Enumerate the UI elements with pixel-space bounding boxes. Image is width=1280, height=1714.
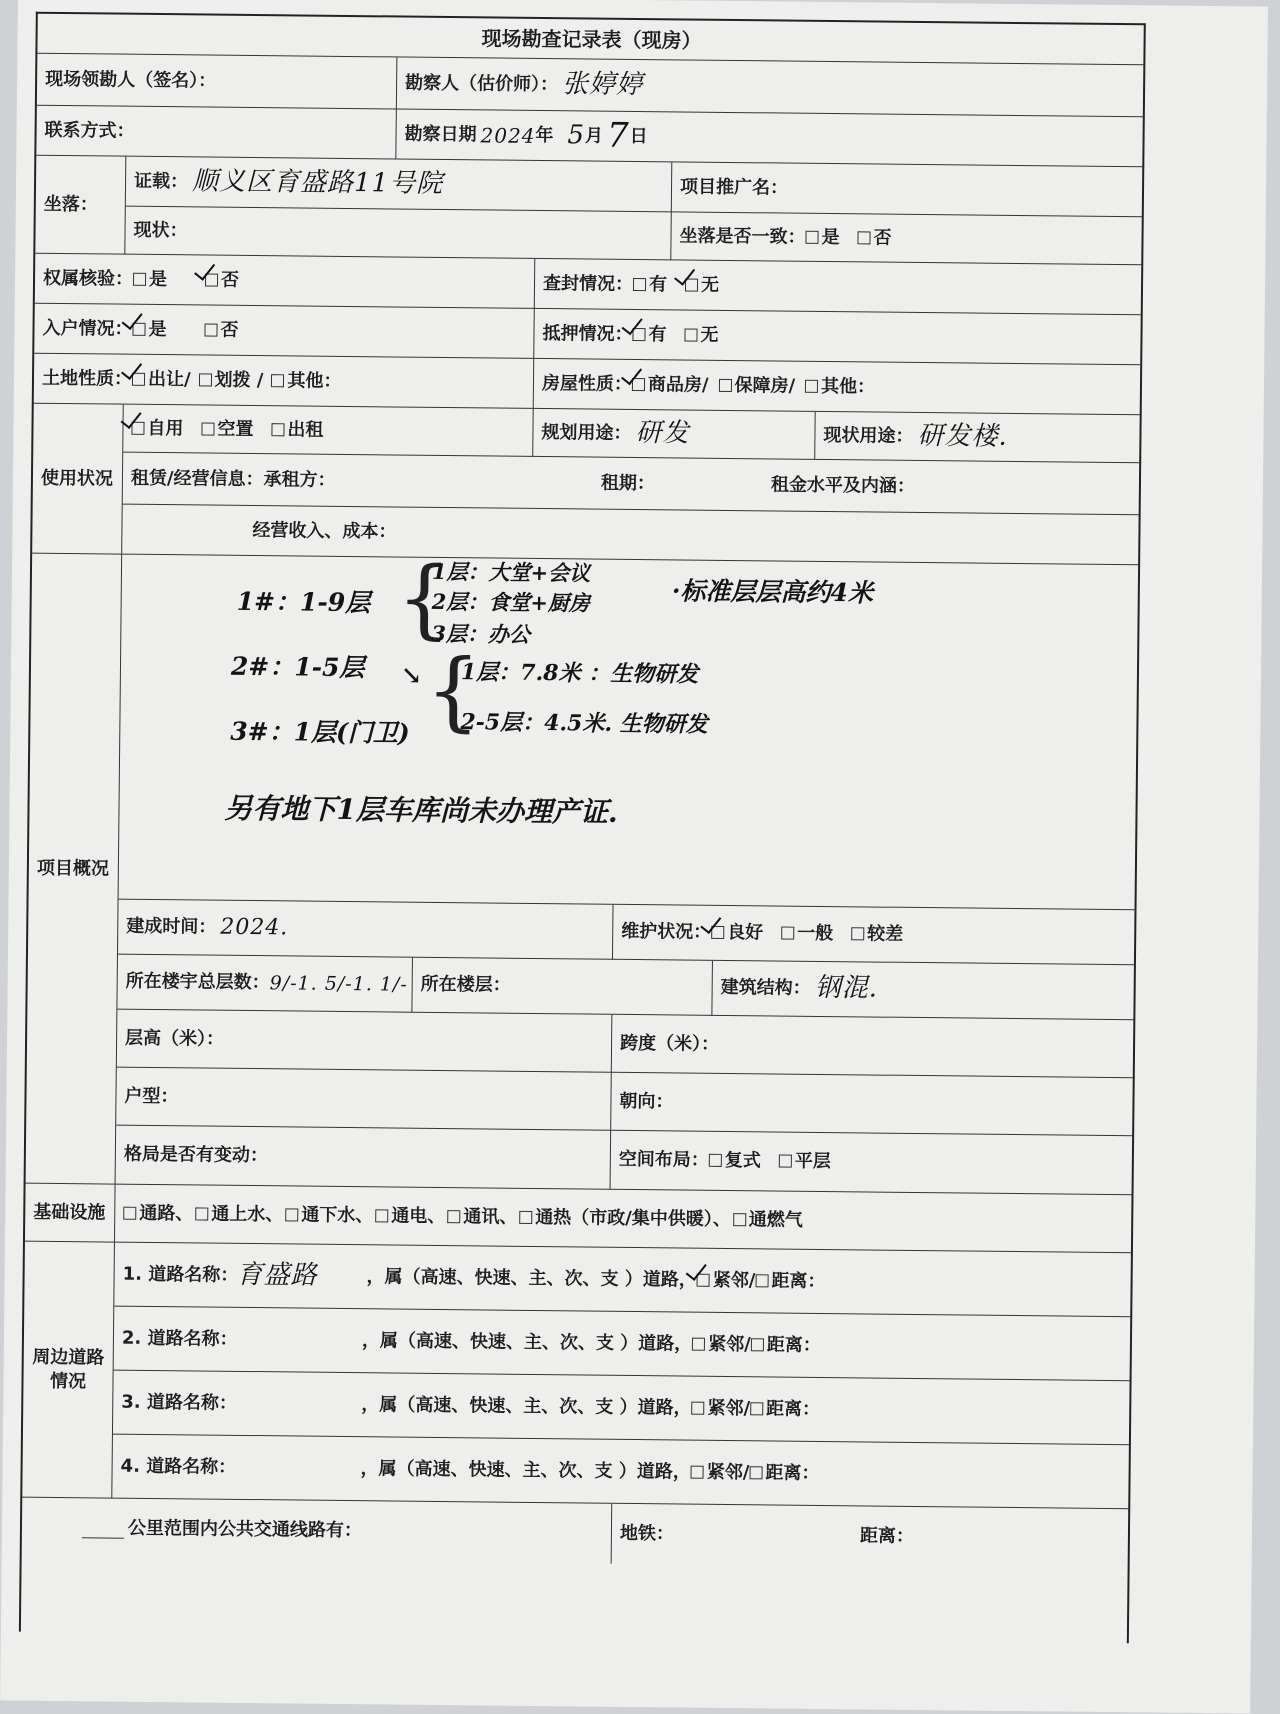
checkbox[interactable] — [123, 1207, 136, 1220]
note-b1-floor1: 1层：大堂+会议 — [431, 558, 591, 586]
checkbox[interactable] — [751, 1338, 764, 1351]
date-year-suffix: 年 — [535, 124, 554, 146]
ownership-no-option[interactable] — [205, 268, 239, 292]
usage-label-cell — [32, 404, 124, 555]
floor-label: 所在楼层： — [420, 974, 511, 997]
option-label: 否 — [220, 269, 240, 291]
space-duplex-option[interactable] — [709, 1149, 761, 1173]
income-label: 经营收入、成本： — [252, 519, 397, 543]
certificate-value: 顺义区育盛路11号院 — [191, 165, 444, 199]
usage-vacant-option[interactable] — [201, 417, 253, 441]
space-layout-label: 空间布局： — [618, 1149, 709, 1172]
infrastructure-options-cell — [115, 1185, 1134, 1254]
checkbox[interactable] — [632, 378, 645, 391]
option-label: 距离： — [765, 1398, 821, 1420]
usage-self-option[interactable] — [131, 417, 183, 441]
layout-change-label: 格局是否有变动： — [123, 1143, 268, 1167]
road-class-text: ，属（高速、快速、主、次、支 ）道路， — [360, 1457, 691, 1483]
infra-drainage-option[interactable] — [285, 1203, 373, 1227]
note-b1-floor3: 3层：办公 — [431, 620, 531, 647]
option-label: 紧邻 — [708, 1333, 745, 1355]
date-label: 勘察日期 — [404, 123, 477, 146]
floor-height-label: 层高（米）： — [124, 1027, 225, 1050]
checkbox[interactable] — [204, 323, 217, 336]
road-distance-option[interactable] — [749, 1461, 819, 1485]
road-distance-option[interactable] — [750, 1397, 820, 1421]
road-distance-option[interactable] — [751, 1333, 821, 1357]
form-title: 现场勘查记录表（现房） — [37, 14, 1145, 66]
ownership-yes-option[interactable] — [133, 268, 167, 292]
road-adjacent-option[interactable] — [691, 1460, 743, 1484]
infra-heating-option[interactable] — [519, 1206, 731, 1232]
maintenance-good-option[interactable] — [711, 921, 763, 945]
road-name-label: 3. 道路名称： — [121, 1391, 238, 1414]
location-label-cell — [35, 156, 126, 255]
roads-label-cell — [22, 1242, 115, 1499]
option-label: 保障房/ — [734, 374, 796, 397]
built-time-cell — [118, 900, 614, 960]
option-label: 无 — [700, 274, 720, 296]
note-b2-floor1: 1层：7.8米 ：生物研发 — [460, 659, 699, 688]
separator: / — [748, 1270, 756, 1292]
infrastructure-label: 基础设施 — [33, 1201, 106, 1224]
land-opt1[interactable] — [132, 368, 191, 392]
road-name-label: 1. 道路名称： — [122, 1263, 239, 1286]
option-label: 距离： — [771, 1270, 826, 1292]
seizure-cell — [535, 259, 1143, 315]
option-label: 距离： — [766, 1334, 821, 1356]
road-adjacent-option[interactable] — [697, 1268, 749, 1292]
survey-form — [19, 12, 1146, 1644]
overview-label-cell — [26, 554, 123, 1185]
option-label: 通路、 — [139, 1202, 194, 1225]
note-b2-floors-2-5: 2-5层：4.5米. 生物研发 — [460, 709, 708, 738]
option-label: 通燃气 — [748, 1209, 803, 1231]
entry-label: 入户情况： — [42, 317, 133, 340]
brace-icon: { — [425, 640, 481, 742]
road-row-2 — [114, 1307, 1133, 1382]
lease-term-label: 租期： — [600, 472, 656, 495]
note-basement: 另有地下1层车库尚未办理产证. — [224, 791, 618, 829]
checkbox[interactable] — [684, 328, 697, 341]
seizure-none-option[interactable] — [685, 273, 719, 297]
checkbox[interactable] — [132, 323, 145, 336]
consistent-yes-option[interactable] — [805, 226, 839, 250]
road-class-text: ，属（高速、快速、主、次、支 ）道路， — [361, 1393, 692, 1419]
planned-use-label: 规划用途： — [541, 421, 632, 444]
total-floors-value: 9/-1. 5/-1. 1/- — [269, 971, 408, 996]
infra-telecom-option[interactable] — [447, 1205, 517, 1229]
option-label: 通上水、 — [211, 1203, 284, 1226]
checkbox[interactable] — [271, 374, 284, 387]
road-name-label: 2. 道路名称： — [121, 1327, 238, 1350]
maintenance-cell — [613, 905, 1137, 965]
rent-level-label: 租金水平及内涵： — [770, 474, 916, 497]
transit-distance-cell — [852, 1506, 1131, 1569]
note-building-3: 3#：1层(门卫) — [230, 716, 410, 748]
mortgage-cell — [534, 309, 1142, 365]
option-label: 较差 — [867, 923, 904, 946]
ownership-cell — [35, 254, 535, 309]
floor-cell — [412, 958, 713, 1016]
checkbox[interactable] — [375, 1209, 388, 1222]
date-day-suffix: 日 — [629, 125, 648, 147]
infra-power-option[interactable] — [375, 1204, 445, 1228]
option-label: 出租 — [287, 419, 324, 441]
current-location-label: 现状： — [133, 219, 188, 242]
road-row-4 — [112, 1435, 1131, 1510]
option-label: 否 — [220, 319, 239, 341]
checkbox[interactable] — [697, 1274, 710, 1287]
lease-label: 租赁/经营信息：承租方： — [130, 467, 336, 491]
brace-icon: { — [396, 548, 452, 650]
land-opt3[interactable] — [271, 369, 341, 393]
date-cell — [396, 109, 1144, 167]
usage-options-cell — [123, 405, 533, 457]
certificate-cell — [126, 157, 672, 213]
space-layout-cell — [611, 1131, 1135, 1195]
contact-label: 联系方式： — [44, 119, 135, 142]
checkbox[interactable] — [691, 1466, 704, 1479]
note-b1-standard-height: ·标准层层高约4米 — [671, 576, 874, 608]
lead-surveyor-label: 现场领勘人（签名）： — [45, 68, 217, 92]
checkbox[interactable] — [447, 1210, 460, 1223]
option-label: 是 — [148, 268, 168, 290]
option-label: 平层 — [794, 1151, 831, 1173]
span-cell — [612, 1015, 1136, 1078]
location-consistent-label: 坐落是否一致： — [679, 225, 806, 248]
built-time-label: 建成时间： — [126, 915, 217, 938]
consistent-no-option[interactable] — [857, 226, 891, 250]
option-label: 无 — [700, 324, 719, 346]
option-label: 空置 — [217, 418, 254, 440]
checkbox[interactable] — [691, 1402, 704, 1415]
option-label: 自用 — [147, 417, 184, 440]
promo-name-label: 项目推广名： — [679, 176, 789, 199]
surveyor-cell — [397, 57, 1146, 117]
option-label: 有 — [648, 273, 668, 296]
checkbox[interactable] — [285, 1208, 298, 1221]
certificate-label: 证载： — [133, 170, 189, 193]
current-use-cell — [815, 412, 1141, 463]
seizure-label: 查封情况： — [542, 272, 634, 295]
usage-label: 使用状况 — [40, 467, 114, 490]
maintenance-label: 维护状况： — [621, 921, 712, 944]
option-label: 其他： — [287, 370, 342, 392]
date-day: 7 — [606, 116, 630, 157]
date-month: 5 — [567, 119, 586, 151]
house-opt3[interactable] — [805, 375, 875, 399]
option-label: 复式 — [724, 1150, 761, 1172]
option-label: 通讯、 — [463, 1206, 518, 1228]
current-use-label: 现状用途： — [823, 424, 914, 447]
option-label: 通热（市政/集中供暖）、 — [535, 1206, 731, 1230]
house-opt1[interactable] — [632, 373, 709, 397]
maintenance-poor-option[interactable] — [851, 923, 903, 947]
checkbox[interactable] — [718, 379, 731, 392]
land-label: 土地性质： — [41, 367, 133, 390]
checkbox[interactable] — [633, 278, 646, 291]
option-label: 是 — [821, 226, 840, 248]
overview-label: 项目概况 — [36, 857, 109, 880]
contact-cell — [36, 106, 397, 160]
land-opt2[interactable] — [198, 368, 263, 392]
seizure-have-option[interactable] — [633, 273, 667, 297]
checkbox[interactable] — [781, 927, 794, 940]
ownership-label: 权属核验： — [42, 267, 134, 290]
road-class-text: ，属（高速、快速、主、次、支 ）道路， — [361, 1329, 693, 1355]
checkbox[interactable] — [805, 380, 818, 393]
road-class-text: ，属（高速、快速、主、次、支 ）道路， — [366, 1266, 697, 1291]
option-label: 划拨 / — [214, 369, 264, 391]
orientation-cell — [611, 1073, 1135, 1136]
total-floors-cell — [117, 955, 413, 1013]
arrow-icon: ↘ — [400, 660, 423, 690]
separator: / — [743, 1397, 751, 1420]
date-month-suffix: 月 — [584, 125, 604, 147]
checkbox[interactable] — [195, 1207, 208, 1220]
option-label: 紧邻 — [706, 1461, 743, 1483]
option-label: 商品房/ — [647, 373, 709, 396]
lead-surveyor-cell — [37, 54, 398, 110]
unit-type-label: 户型： — [124, 1085, 179, 1108]
metro-cell — [612, 1504, 853, 1567]
structure-value: 钢混. — [814, 972, 879, 1004]
floor-height-cell — [117, 1010, 613, 1073]
checkbox[interactable] — [133, 273, 146, 286]
option-label: 紧邻 — [712, 1269, 749, 1292]
checkbox[interactable] — [755, 1274, 768, 1287]
option-label: 其他： — [821, 375, 876, 398]
handwritten-notes — [119, 548, 1141, 910]
span-label: 跨度（米）： — [619, 1032, 720, 1055]
road-adjacent-option[interactable] — [691, 1396, 743, 1420]
option-label: 通下水、 — [301, 1204, 374, 1227]
option-label: 一般 — [797, 923, 834, 945]
road-adjacent-option[interactable] — [692, 1332, 744, 1356]
option-label: 通电、 — [391, 1205, 446, 1227]
infrastructure-label-cell — [25, 1184, 116, 1243]
separator: / — [742, 1461, 750, 1484]
built-time-value: 2024. — [220, 914, 289, 941]
note-building-2: 2#：1-5层 — [230, 651, 365, 683]
entry-cell — [34, 304, 534, 359]
layout-change-cell — [116, 1126, 612, 1190]
surveyor-signature: 张婷婷 — [561, 68, 644, 100]
land-cell — [34, 354, 534, 409]
maintenance-average-option[interactable] — [781, 922, 833, 946]
total-floors-label: 所在楼宇总层数： — [125, 970, 270, 994]
mortgage-have-option[interactable] — [632, 323, 666, 347]
promo-name-cell — [672, 162, 1144, 217]
checkbox[interactable] — [201, 422, 214, 435]
location-consistent-cell — [671, 212, 1143, 265]
road-distance-option[interactable] — [755, 1269, 825, 1293]
house-nature-cell — [534, 359, 1142, 415]
option-label: 良好 — [727, 922, 764, 944]
orientation-label: 朝向： — [619, 1090, 674, 1113]
blank-underline — [82, 1519, 124, 1538]
checkbox[interactable] — [709, 1154, 722, 1167]
house-nature-label: 房屋性质： — [541, 372, 633, 395]
road-row-1 — [114, 1243, 1133, 1318]
checkbox[interactable] — [749, 1466, 762, 1479]
house-opt2[interactable] — [718, 374, 795, 398]
checkbox[interactable] — [199, 373, 212, 386]
surveyor-label: 勘察人（估价师）： — [405, 72, 559, 95]
checkbox[interactable] — [733, 1213, 746, 1226]
checkbox[interactable] — [851, 928, 864, 941]
planned-use-value: 研发 — [635, 417, 690, 449]
infra-gas-option[interactable] — [733, 1208, 803, 1232]
note-b1-floor2: 2层：食堂+厨房 — [431, 588, 591, 616]
option-label: 是 — [148, 318, 167, 340]
checkbox[interactable] — [519, 1211, 532, 1224]
option-label: 出让/ — [147, 368, 191, 391]
checkbox[interactable] — [779, 1155, 792, 1168]
transit-label: 公里范围内公共交通线路有： — [127, 1518, 363, 1542]
checkbox[interactable] — [857, 231, 870, 244]
infra-water-supply-option[interactable] — [195, 1202, 283, 1226]
roads-label: 周边道路情况 — [32, 1346, 105, 1392]
checkbox[interactable] — [750, 1402, 763, 1415]
structure-label: 建筑结构： — [720, 977, 811, 1000]
location-label: 坐落： — [43, 193, 98, 216]
mortgage-label: 抵押情况： — [542, 322, 633, 345]
structure-cell — [712, 961, 1136, 1020]
current-use-value: 研发楼. — [917, 420, 1008, 452]
mortgage-none-option[interactable] — [684, 323, 718, 347]
road-row-3 — [113, 1371, 1132, 1446]
planned-use-cell — [533, 409, 815, 460]
infra-road-option[interactable] — [123, 1201, 193, 1225]
entry-yes-option[interactable] — [132, 318, 166, 342]
checkbox[interactable] — [692, 1338, 705, 1351]
space-flat-option[interactable] — [779, 1150, 831, 1174]
date-year: 2024 — [480, 122, 536, 148]
separator: / — [744, 1333, 751, 1356]
note-building-1: 1#：1-9层 — [236, 586, 371, 618]
road-name-label: 4. 道路名称： — [120, 1455, 237, 1478]
option-label: 紧邻 — [707, 1397, 744, 1419]
transit-cell — [22, 1498, 613, 1564]
option-label: 距离： — [765, 1462, 820, 1484]
transit-distance-label: 距离： — [859, 1525, 915, 1548]
option-label: 否 — [873, 227, 892, 249]
metro-label: 地铁： — [619, 1523, 675, 1545]
road-name-value: 育盛路 — [236, 1259, 318, 1291]
entry-no-option[interactable] — [204, 318, 238, 342]
checkbox[interactable] — [805, 231, 818, 244]
option-label: 有 — [648, 323, 667, 346]
usage-rent-option[interactable] — [271, 418, 323, 442]
overview-notes-cell — [119, 548, 1141, 911]
current-location-cell — [125, 207, 671, 261]
unit-type-cell — [116, 1068, 612, 1131]
checkbox[interactable] — [271, 423, 284, 436]
